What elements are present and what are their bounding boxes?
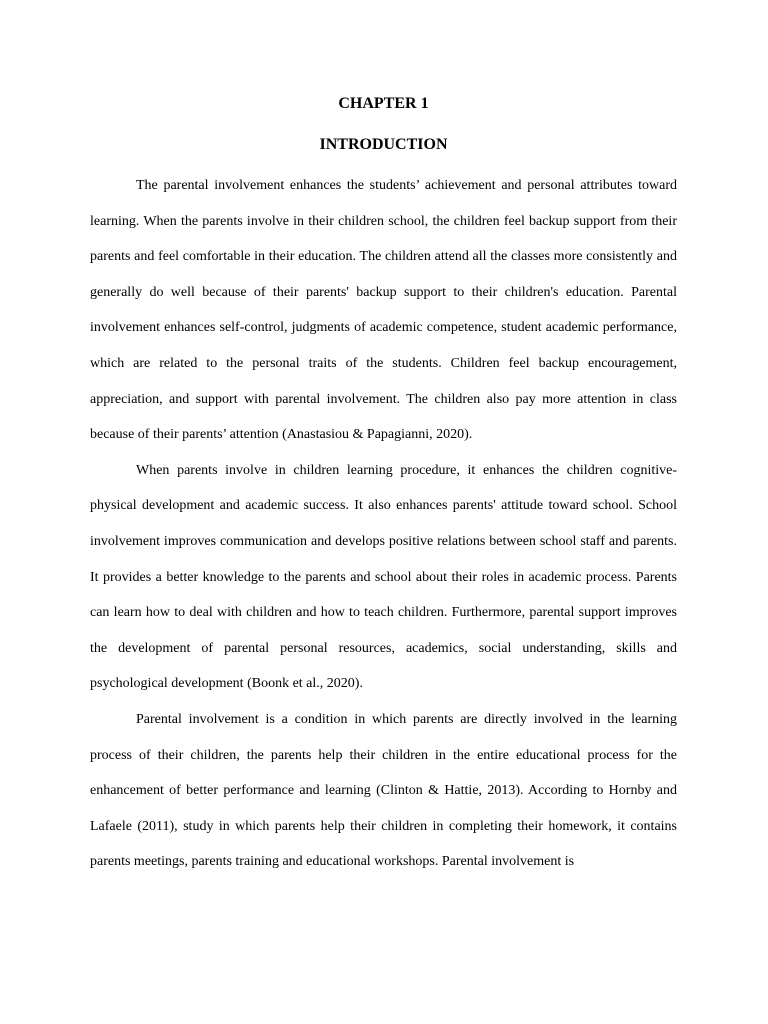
paragraph-3: Parental involvement is a condition in which parents are directly involved in the learning process of their children, the parents help their children in the entire educational process for the enhancement of better performance and learning (Clinton & Hattie, 2013). According to Hornby and Lafaele (2011), study in which parents help their children in completing their homework, it contains parents meetings, parents training and educational workshops. Parental involvement is bbox=[90, 711, 677, 870]
paragraph-1: The parental involvement enhances the students’ achievement and personal attributes toward learning. When the parents involve in their children school, the children feel backup support from their parents and feel comfortable in their education. The children attend all the classes more consistently and generally do well because of their parents' backup support to their children's education. Parental involvement enhances self-control, judgments of academic competence, student academic performance, which are related to the personal traits of the students. Children feel backup encouragement, appreciation, and support with parental involvement. The children also pay more attention in class because of their parents’ attention (Anastasiou & Papagianni, 2020). bbox=[90, 178, 677, 443]
body-text bbox=[90, 168, 677, 880]
section-title: INTRODUCTION bbox=[319, 136, 448, 153]
paragraph-2: When parents involve in children learning procedure, it enhances the children cognitive-physical development and academic success. It also enhances parents' attitude toward school. School involvement improves communication and develops positive relations between school staff and parents. It provides a better knowledge to the parents and school about their roles in academic process. Parents can learn how to deal with children and how to teach children. Furthermore, parental support improves the development of parental personal resources, academics, social understanding, skills and psychological development (Boonk et al., 2020). bbox=[90, 462, 677, 692]
chapter-label: CHAPTER 1 bbox=[338, 95, 429, 112]
